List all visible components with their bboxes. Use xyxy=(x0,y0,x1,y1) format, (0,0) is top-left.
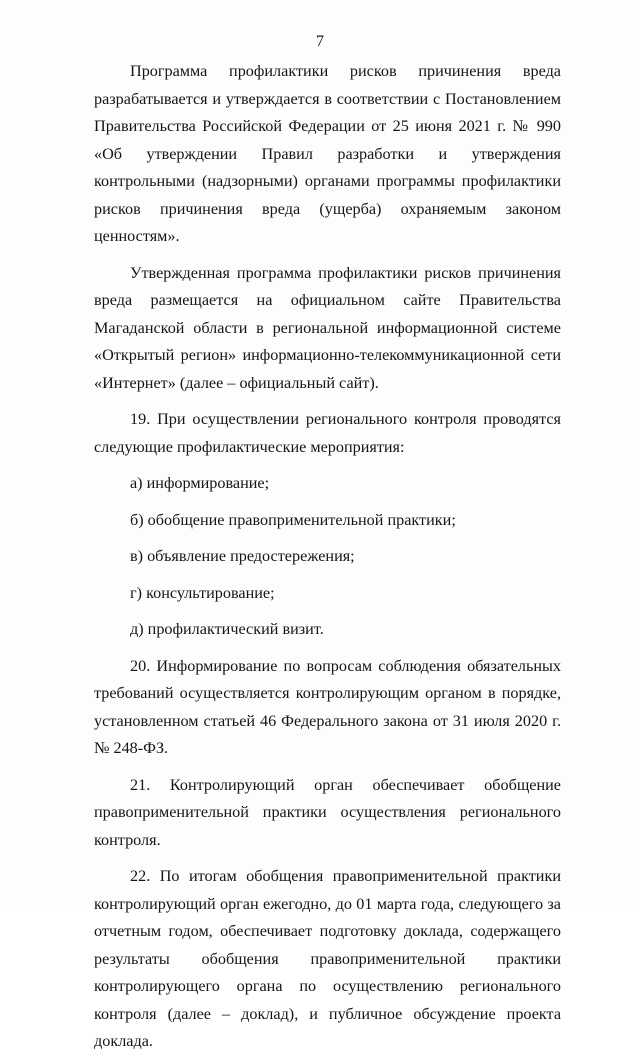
list-item-b-generalization: б) обобщение правоприменительной практики; xyxy=(130,510,456,529)
paragraph-21-generalization: 21. Контролирующий орган обеспечивает обобщение правоприменительной практики осуществления регионального контроля. xyxy=(94,775,561,849)
list-item-c-warning: в) объявление предостережения; xyxy=(130,547,355,565)
page-number: 7 xyxy=(316,33,324,50)
list-item-a-informing: а) информирование; xyxy=(130,474,270,492)
list-item-e-preventive-visit: д) профилактический визит. xyxy=(130,620,324,638)
paragraph-program-publication: Утвержденная программа профилактики рисков причинения вреда размещается на официальном сайте Правительства Магаданской области в региональной информационной системе «Открытый регион» информационно-телекоммуникационной сети «Интернет» (далее – официальный сайт). xyxy=(94,263,561,392)
list-item-d-consulting: г) консультирование; xyxy=(130,583,275,602)
document-body xyxy=(94,58,561,1056)
paragraph-19-preventive-measures: 19. При осуществлении регионального контроля проводятся следующие профилактические мероприятия: xyxy=(94,410,561,456)
paragraph-program-development: Программа профилактики рисков причинения вреда разрабатывается и утверждается в соответствии с Постановлением Правительства Российской Федерации от 25 июня 2021 г. № 990 «Об утверждении Правил разработки и утверждения контрольными (надзорными) органами программы профилактики рисков причинения вреда (ущерба) охраняемым законом ценностям». xyxy=(94,62,561,245)
paragraph-20-informing: 20. Информирование по вопросам соблюдения обязательных требований осуществляется контролирующим органом в порядке, установленном статьей 46 Федерального закона от 31 июля 2020 г. № 248-ФЗ. xyxy=(94,656,561,757)
paragraph-22-report: 22. По итогам обобщения правоприменительной практики контролирующий орган ежегодно, до 01 марта года, следующего за отчетным годом, обеспечивает подготовку доклада, содержащего результаты обобщения правоприменительной практики контролирующего органа по осуществлению регионального контроля (далее – доклад), и публичное обсуждение проекта доклада. xyxy=(94,867,561,1050)
